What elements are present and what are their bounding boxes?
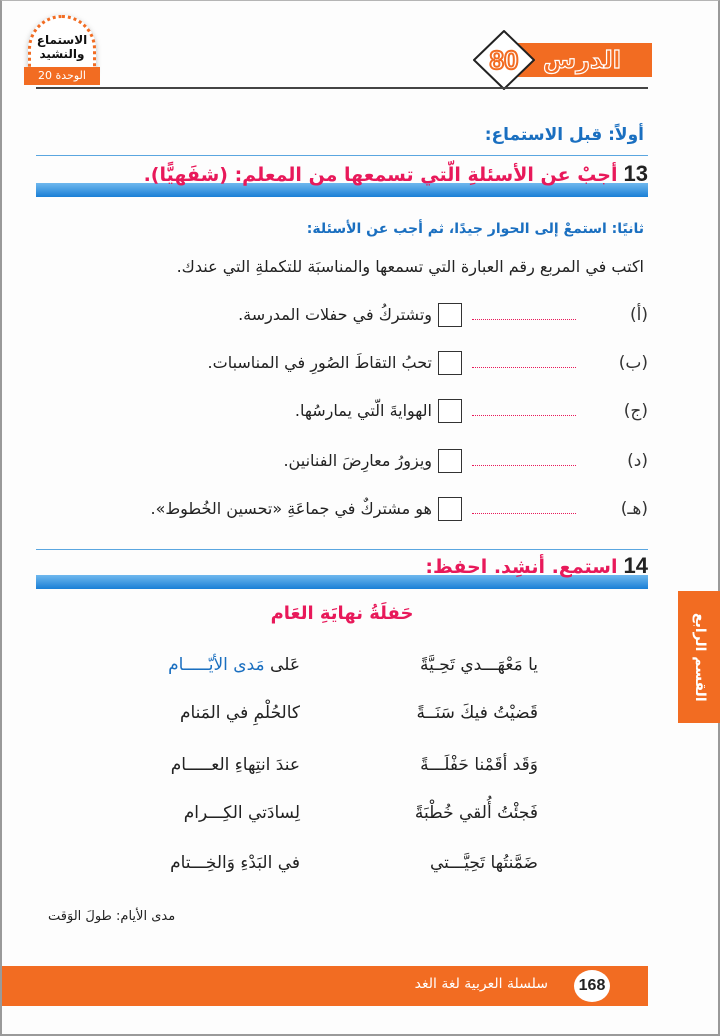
answer-row-d — [36, 449, 648, 479]
unit-badge — [24, 15, 100, 87]
section-listen-dialogue-heading: ثانيًا: استمعْ إلى الحوار جيدًا، ثم أجب عن الأسئلة: — [306, 221, 644, 237]
answer-row-e — [36, 497, 648, 527]
verse-second-hemistich: لِسادَتي الكِـــرام — [183, 803, 300, 823]
verse-second-hemistich: في البَدْءِ وَالخِـــتام — [170, 853, 300, 873]
answer-dotted-line — [472, 367, 576, 368]
item-letter: (د) — [627, 451, 648, 471]
answer-row-a — [36, 303, 648, 333]
answer-box[interactable] — [438, 399, 462, 423]
diamond-shape-icon — [472, 29, 536, 91]
section-divider — [36, 155, 648, 156]
poem-verse — [36, 655, 648, 685]
lesson-number-diamond — [472, 29, 536, 91]
unit-topic-circle — [28, 15, 96, 71]
answer-box[interactable] — [438, 497, 462, 521]
item-letter: (ج) — [623, 401, 648, 421]
verse-first-hemistich: قَضيْتُ فيكَ سَنَــةً — [416, 703, 538, 723]
lesson-label: الدرس — [542, 46, 622, 74]
footer-bar — [2, 966, 648, 1006]
poem-verse — [36, 803, 648, 833]
answer-box[interactable] — [438, 303, 462, 327]
exercise-13-title — [144, 161, 648, 187]
answer-dotted-line — [472, 513, 576, 514]
unit-number: الوحدة 20 — [24, 67, 100, 85]
completion-phrase: تحبُ التقاطَ الصُورِ في المناسبات. — [207, 353, 432, 372]
page-number: 168 — [574, 970, 610, 1002]
answer-row-c — [36, 399, 648, 429]
section-before-listening-heading: أولاً: قبل الاستماع: — [484, 125, 644, 145]
exercise-14-text: استمع. أنشِد. احفظ: — [425, 556, 618, 578]
completion-phrase: وتشتركُ في حفلات المدرسة. — [238, 305, 432, 324]
exercise-13-band — [36, 161, 648, 197]
exercise-13-number: 13 — [623, 161, 648, 186]
answer-box[interactable] — [438, 449, 462, 473]
verse-text: عَلى — [264, 655, 300, 675]
exercise-14-band — [36, 553, 648, 589]
answer-row-b — [36, 351, 648, 381]
answer-dotted-line — [472, 415, 576, 416]
exercise-14-number: 14 — [623, 553, 648, 578]
answer-dotted-line — [472, 319, 576, 320]
item-letter: (هـ) — [620, 499, 648, 519]
answer-box[interactable] — [438, 351, 462, 375]
completion-phrase: هو مشتركٌ في جماعَةِ «تحسين الخُطوط». — [150, 499, 432, 518]
series-title: سلسلة العربية لغة الغد — [414, 976, 548, 992]
verse-second-hemistich — [168, 655, 300, 675]
verse-second-hemistich: كالحُلْمِ في المَنام — [179, 703, 300, 723]
poem-title: حَفلَةُ نهايَةِ العَام — [270, 603, 414, 624]
item-letter: (أ) — [630, 305, 648, 325]
unit-topic-line2: والنشيد — [39, 46, 85, 61]
exercise-14-title — [425, 553, 648, 579]
glossary-note: مدى الأيام: طولَ الوَقت — [48, 909, 176, 924]
unit-topic-line1: الاستماع — [36, 32, 88, 47]
verse-first-hemistich: يا مَعْهَـــدي تَحِـيَّةً — [420, 655, 538, 675]
poem-verse — [36, 755, 648, 785]
verse-second-hemistich: عندَ انتِهاءِ العـــــام — [170, 755, 300, 775]
verse-first-hemistich: فَجئْتُ أُلقي خُطْبَةً — [414, 803, 538, 823]
header-divider — [36, 87, 648, 89]
poem-verse — [36, 853, 648, 883]
answer-dotted-line — [472, 465, 576, 466]
item-letter: (ب) — [618, 353, 648, 373]
completion-phrase: ويزورُ معارِضَ الفنانين. — [283, 451, 432, 470]
side-tab-label: القسم الرابع — [692, 612, 708, 702]
lesson-number: 80 — [489, 45, 519, 75]
exercise-13-text: أجبْ عن الأسئلةِ الّتي تسمعها من المعلم: (شفَهيًّا). — [143, 164, 618, 186]
section-side-tab — [678, 591, 720, 723]
completion-phrase: الهوايةَ الّتي يمارسُها. — [294, 401, 432, 420]
section-divider — [36, 549, 648, 550]
instruction-text: اكتب في المربع رقم العبارة التي تسمعها والمناسبَة للتكملةِ التي عندك. — [176, 257, 644, 276]
verse-highlighted-word: مَدى الأيّـــــام — [168, 655, 265, 675]
verse-first-hemistich: وَقَد أقَمْنا حَفْلَـــةً — [420, 755, 538, 775]
poem-verse — [36, 703, 648, 733]
verse-first-hemistich: ضَمَّنتُها تَحِيَّـــتي — [429, 853, 538, 873]
lesson-header — [472, 29, 652, 87]
